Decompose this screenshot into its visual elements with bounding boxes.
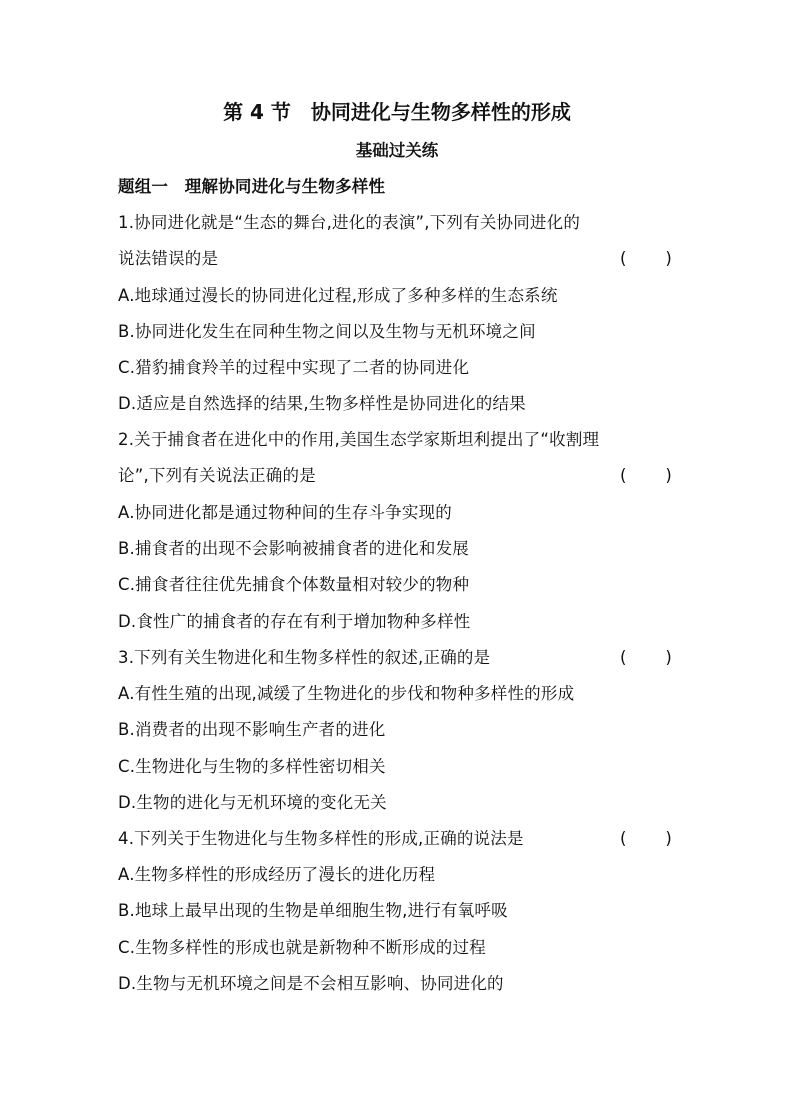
question-3-option-c: C.生物进化与生物的多样性密切相关 [118, 757, 386, 776]
answer-blank-close: ) [665, 648, 672, 667]
section-subtitle: 基础过关练 [355, 141, 439, 160]
question-1-option-c: C.猎豹捕食羚羊的过程中实现了二者的协同进化 [118, 358, 470, 377]
question-1-option-b: B.协同进化发生在同种生物之间以及生物与无机环境之间 [118, 322, 536, 341]
question-3-option-a: A.有性生殖的出现,减缓了生物进化的步伐和物种多样性的形成 [118, 684, 575, 703]
answer-blank-open: ( [620, 249, 627, 268]
question-4-option-c: C.生物多样性的形成也就是新物种不断形成的过程 [118, 938, 486, 957]
answer-blank-open: ( [620, 829, 627, 848]
question-2-answer-blank [620, 466, 672, 486]
question-group-heading: 题组一 理解协同进化与生物多样性 [118, 177, 386, 196]
question-2-stem-line-1: 2.关于捕食者在进化中的作用,美国生态学家斯坦利提出了“收割理 [118, 430, 600, 449]
question-2-option-c: C.捕食者往往优先捕食个体数量相对较少的物种 [118, 575, 470, 594]
question-1-answer-blank [620, 249, 672, 269]
answer-blank-close: ) [665, 249, 672, 268]
question-3-option-b: B.消费者的出现不影响生产者的进化 [118, 720, 386, 739]
question-3-stem-line-1: 3.下列有关生物进化和生物多样性的叙述,正确的是 [118, 648, 491, 667]
answer-blank-open: ( [620, 648, 627, 667]
question-3-option-d: D.生物的进化与无机环境的变化无关 [118, 793, 387, 812]
question-4-option-d: D.生物与无机环境之间是不会相互影响、协同进化的 [118, 974, 504, 993]
question-1-stem-line-2: 说法错误的是 [118, 249, 219, 268]
answer-blank-open: ( [620, 466, 627, 485]
answer-blank-close: ) [665, 829, 672, 848]
section-title: 第 4 节 协同进化与生物多样性的形成 [223, 100, 571, 124]
question-4-option-a: A.生物多样性的形成经历了漫长的进化历程 [118, 865, 436, 884]
question-2-option-a: A.协同进化都是通过物种间的生存斗争实现的 [118, 503, 452, 522]
question-2-option-d: D.食性广的捕食者的存在有利于增加物种多样性 [118, 612, 471, 631]
answer-blank-close: ) [665, 466, 672, 485]
question-1-option-a: A.地球通过漫长的协同进化过程,形成了多种多样的生态系统 [118, 286, 558, 305]
question-2-stem-line-2: 论”,下列有关说法正确的是 [118, 466, 316, 485]
question-4-option-b: B.地球上最早出现的生物是单细胞生物,进行有氧呼吸 [118, 901, 508, 920]
question-2-option-b: B.捕食者的出现不会影响被捕食者的进化和发展 [118, 539, 469, 558]
question-1-option-d: D.适应是自然选择的结果,生物多样性是协同进化的结果 [118, 394, 526, 413]
question-1-stem-line-1: 1.协同进化就是“生态的舞台,进化的表演”,下列有关协同进化的 [118, 213, 581, 232]
question-4-stem-line-1: 4.下列关于生物进化与生物多样性的形成,正确的说法是 [118, 829, 524, 848]
question-4-answer-blank [620, 829, 672, 849]
question-3-answer-blank [620, 648, 672, 668]
